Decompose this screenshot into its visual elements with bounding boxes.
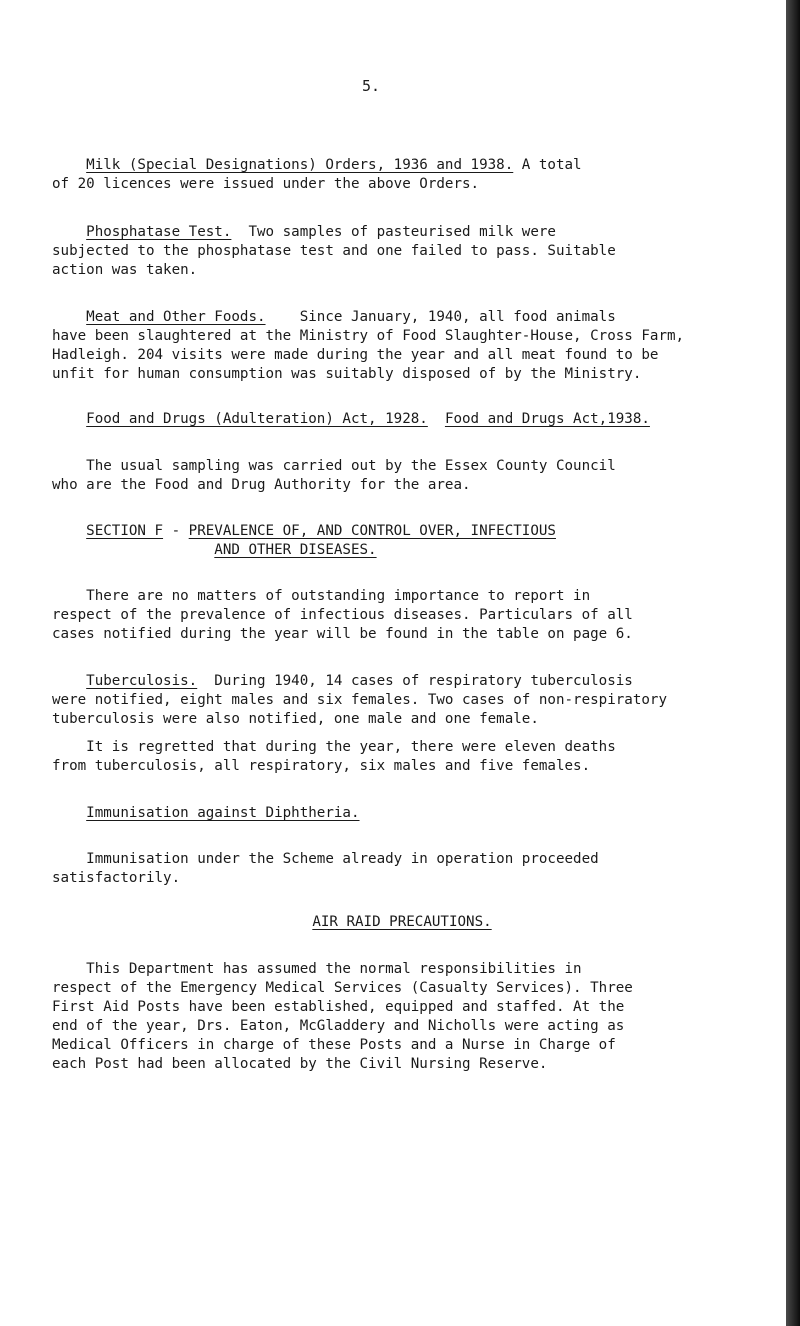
scan-edge [786,0,800,1326]
infectious-paragraph: There are no matters of outstanding importance to report in respect of the prevalence of infectious diseases. Particulars of all cases notified during the year will be found in the table on page 6. [52,588,633,642]
air-raid-heading: AIR RAID PRECAUTIONS. [312,914,492,930]
food-drugs-heading: Food and Drugs (Adulteration) Act, 1928. Food and Drugs Act,1938. [86,411,650,427]
immunisation-paragraph: Immunisation under the Scheme already in operation proceeded satisfactorily. [52,851,599,886]
air-raid-paragraph: This Department has assumed the normal responsibilities in respect of the Emergency Medical Services (Casualty Services). Three First Aid Posts have been established, equipped and staffed. At the end of the year, Drs. Eaton, McGladdery and Nicholls were acting as Medical Officers in charge of these Posts and a Nurse in Charge of each Post had been allocated by the Civil Nursing Reserve. [52,961,633,1072]
meat-paragraph: Meat and Other Foods. Since January, 1940, all food animals have been slaughtered at the Ministry of Food Slaughter-House, Cross Farm, Hadleigh. 204 visits were made during the year and all meat found to be unfit for human consumption was suitably disposed of by the Ministry. [52,309,685,382]
page-number: 5. [362,77,381,95]
phosphatase-heading: Phosphatase Test. [86,224,232,240]
tuberculosis-deaths-paragraph: It is regretted that during the year, there were eleven deaths from tuberculosis, all respiratory, six males and five females. [52,739,616,774]
milk-heading: Milk (Special Designations) Orders, 1936 and 1938. [86,157,514,173]
immunisation-heading: Immunisation against Diphtheria. [86,805,360,821]
tuberculosis-heading: Tuberculosis. [86,673,198,689]
section-f-heading: SECTION F - PREVALENCE OF, AND CONTROL OVER, INFECTIOUS AND OTHER DISEASES. [86,523,556,558]
food-drugs-paragraph: The usual sampling was carried out by the Essex County Council who are the Food and Drug Authority for the area. [52,458,616,493]
milk-paragraph: Milk (Special Designations) Orders, 1936 and 1938. A total of 20 licences were issued under the above Orders. [52,157,582,192]
phosphatase-paragraph: Phosphatase Test. Two samples of pasteurised milk were subjected to the phosphatase test and one failed to pass. Suitable action was taken. [52,224,616,278]
tuberculosis-paragraph: Tuberculosis. During 1940, 14 cases of respiratory tuberculosis were notified, eight males and six females. Two cases of non-respiratory tuberculosis were also notified, one male and one female. [52,673,667,727]
meat-heading: Meat and Other Foods. [86,309,266,325]
